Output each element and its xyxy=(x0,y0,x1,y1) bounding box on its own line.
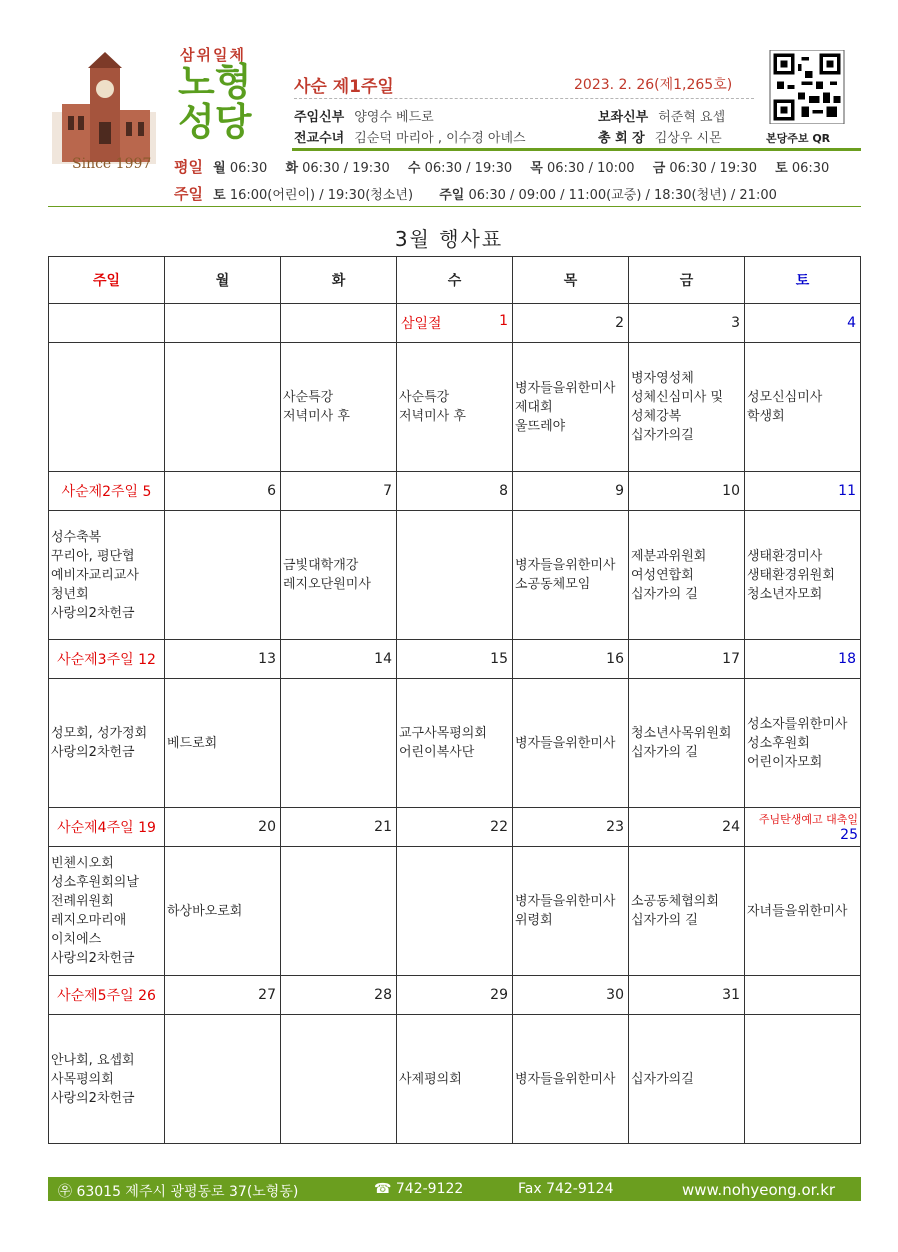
event-list xyxy=(51,724,162,762)
event-cell xyxy=(165,679,281,808)
event-item: 어린이자모회 xyxy=(747,754,823,770)
date-cell xyxy=(165,808,281,847)
event-item: 금빛대학개강 xyxy=(283,558,359,573)
date-cell xyxy=(629,976,745,1015)
date-number: 사순제3주일 12 xyxy=(57,652,156,668)
event-cell xyxy=(49,511,165,640)
event-cell xyxy=(397,343,513,472)
date-cell xyxy=(281,304,397,343)
event-item: 레지오마리애 xyxy=(51,913,127,928)
event-item: 이치에스 xyxy=(51,932,102,947)
event-list xyxy=(399,388,510,426)
date-cell xyxy=(397,472,513,511)
date-number: 6 xyxy=(267,483,276,499)
event-list xyxy=(515,556,626,594)
event-item: 소공동체모임 xyxy=(515,577,591,592)
event-list xyxy=(515,734,626,753)
date-number: 7 xyxy=(383,483,392,499)
date-cell xyxy=(49,976,165,1015)
event-item: 병자들을위한미사 xyxy=(515,735,616,751)
event-cell xyxy=(629,679,745,808)
event-list xyxy=(747,547,858,604)
event-item: 병자들을위한미사 xyxy=(515,380,616,396)
date-cell xyxy=(49,640,165,679)
event-cell xyxy=(49,679,165,808)
weekday-mass-schedule: 평일 월 06:30 화 06:30 / 19:30 수 06:30 / 19:30 목 06:30 / 10:00 금 06:30 / 19:30 토 06:30 xyxy=(174,158,830,176)
date-row xyxy=(49,304,861,343)
event-list xyxy=(631,369,742,445)
date-cell xyxy=(281,976,397,1015)
event-item: 교구사목평의회 xyxy=(399,726,487,741)
event-list xyxy=(167,902,278,921)
event-list xyxy=(631,547,742,604)
date-cell xyxy=(281,808,397,847)
date-number: 28 xyxy=(374,987,392,1003)
event-item: 저녁미사 후 xyxy=(283,409,350,424)
event-cell xyxy=(513,343,629,472)
staff-sisters: 전교수녀 김순덕 마리아 , 이수경 아녜스 xyxy=(294,131,526,146)
event-cell xyxy=(165,847,281,976)
date-cell xyxy=(629,640,745,679)
date-cell xyxy=(629,472,745,511)
event-item: 사랑의2차헌금 xyxy=(51,605,135,621)
event-item: 청년회 xyxy=(51,586,89,602)
event-cell xyxy=(513,511,629,640)
event-cell xyxy=(281,847,397,976)
date-number: 11 xyxy=(838,483,856,499)
staff-president: 총 회 장 김상우 시몬 xyxy=(598,131,722,146)
events-row xyxy=(49,1015,861,1144)
date-cell xyxy=(745,640,861,679)
date-number: 10 xyxy=(722,483,740,499)
event-cell xyxy=(745,343,861,472)
sunday-mass-schedule: 주일 토 16:00(어린이) / 19:30(청소년) 주일 06:30 / 09:00 / 11:00(교중) / 18:30(청년) / 21:00 xyxy=(174,185,777,203)
date-number: 15 xyxy=(490,651,508,667)
event-cell xyxy=(165,511,281,640)
date-cell xyxy=(165,304,281,343)
date-cell xyxy=(513,976,629,1015)
event-cell xyxy=(629,847,745,976)
event-item: 소공동체협의회 xyxy=(631,894,719,909)
date-number: 1 xyxy=(499,313,508,329)
event-item: 성체신심미사 및 xyxy=(631,390,724,405)
event-item: 하상바오로회 xyxy=(167,903,243,919)
event-item: 사제평의회 xyxy=(399,1071,462,1087)
event-item: 사랑의2차헌금 xyxy=(51,1090,135,1106)
event-cell xyxy=(49,847,165,976)
date-row xyxy=(49,976,861,1015)
event-cell xyxy=(281,343,397,472)
holiday-label: 삼일절 xyxy=(401,316,442,332)
event-item: 성체강복 xyxy=(631,409,682,424)
event-list xyxy=(51,1051,162,1108)
event-cell xyxy=(281,1015,397,1144)
event-item: 사랑의2차헌금 xyxy=(51,951,135,966)
footer-phone: ☎ 742-9122 xyxy=(374,1181,464,1197)
event-list xyxy=(515,379,626,436)
event-item: 안나회, 요셉회 xyxy=(51,1052,135,1068)
event-item: 생태환경미사 xyxy=(747,548,823,564)
date-number: 21 xyxy=(374,819,392,835)
date-row xyxy=(49,808,861,847)
date-number: 22 xyxy=(490,819,508,835)
event-cell xyxy=(165,343,281,472)
events-row xyxy=(49,679,861,808)
event-list xyxy=(631,1070,742,1089)
date-number: 29 xyxy=(490,987,508,1003)
events-row xyxy=(49,343,861,472)
date-number: 30 xyxy=(606,987,624,1003)
event-item: 생태환경위원회 xyxy=(747,567,835,583)
event-list xyxy=(515,892,626,930)
issue-date: 2023. 2. 26(제1,265호) xyxy=(574,77,733,93)
date-cell xyxy=(745,976,861,1015)
event-list xyxy=(399,1070,510,1089)
event-calendar xyxy=(48,256,861,1144)
date-cell xyxy=(165,976,281,1015)
event-item: 병자영성체 xyxy=(631,371,694,386)
event-list xyxy=(399,724,510,762)
staff-pastor: 주임신부 양영수 베드로 xyxy=(294,110,434,125)
event-item: 어린이복사단 xyxy=(399,745,475,760)
date-number: 20 xyxy=(258,819,276,835)
day-header-sunday: 주일 xyxy=(49,257,165,304)
event-cell xyxy=(745,511,861,640)
footer-bar xyxy=(48,1177,861,1201)
date-cell xyxy=(397,640,513,679)
header-bottom-rule xyxy=(48,206,861,207)
event-list xyxy=(631,892,742,930)
brand-name-line1: 노형 xyxy=(178,60,252,104)
date-number: 23 xyxy=(606,819,624,835)
dashed-divider xyxy=(294,98,754,99)
event-list xyxy=(515,1070,626,1089)
event-item: 성소자를위한미사 xyxy=(747,716,848,732)
date-cell xyxy=(745,304,861,343)
event-cell xyxy=(281,511,397,640)
date-number: 25 xyxy=(840,827,858,843)
date-number: 31 xyxy=(722,987,740,1003)
event-item: 예비자교리교사 xyxy=(51,567,139,583)
date-cell xyxy=(397,808,513,847)
event-item: 사랑의2차헌금 xyxy=(51,745,135,760)
event-item: 십자가의 길 xyxy=(631,913,698,928)
date-number: 4 xyxy=(847,315,856,331)
event-cell xyxy=(397,847,513,976)
event-cell xyxy=(745,847,861,976)
event-item: 십자가의 길 xyxy=(631,586,698,602)
date-number: 13 xyxy=(258,651,276,667)
event-list xyxy=(283,556,394,594)
day-header-saturday: 토 xyxy=(745,257,861,304)
date-cell xyxy=(745,472,861,511)
event-cell xyxy=(49,343,165,472)
event-item: 제대회 xyxy=(515,399,553,415)
events-row xyxy=(49,511,861,640)
event-item: 성소후원회의날 xyxy=(51,875,139,890)
date-row xyxy=(49,640,861,679)
event-item: 꾸리아, 평단협 xyxy=(51,548,135,564)
date-number: 16 xyxy=(606,651,624,667)
date-number: 24 xyxy=(722,819,740,835)
event-list xyxy=(51,854,162,968)
date-number: 14 xyxy=(374,651,392,667)
event-item: 빈첸시오회 xyxy=(51,856,114,871)
footer-address: ㉾ 63015 제주시 광평동로 37(노형동) xyxy=(58,1184,299,1200)
event-item: 성소후원회 xyxy=(747,735,810,751)
date-cell xyxy=(629,304,745,343)
event-list xyxy=(283,388,394,426)
day-header-tuesday: 화 xyxy=(281,257,397,304)
event-item: 저녁미사 후 xyxy=(399,409,466,424)
event-item: 십자가의 길 xyxy=(631,745,698,760)
date-cell xyxy=(165,640,281,679)
church-building-icon xyxy=(52,52,156,164)
date-number: 2 xyxy=(615,315,624,331)
event-item: 여성연합회 xyxy=(631,567,694,583)
day-header-friday: 금 xyxy=(629,257,745,304)
date-cell xyxy=(49,304,165,343)
date-cell xyxy=(165,472,281,511)
date-number: 9 xyxy=(615,483,624,499)
event-cell xyxy=(513,1015,629,1144)
date-cell xyxy=(397,304,513,343)
event-item: 제분과위원회 xyxy=(631,548,707,564)
event-item: 성모신심미사 xyxy=(747,390,823,405)
event-list xyxy=(167,734,278,753)
date-cell xyxy=(745,808,861,847)
event-list xyxy=(631,724,742,762)
event-cell xyxy=(629,511,745,640)
footer-website[interactable]: www.nohyeong.or.kr xyxy=(682,1181,836,1199)
event-list xyxy=(747,902,858,921)
event-item: 성수축복 xyxy=(51,529,102,545)
holiday-label: 주님탄생예고 대축일 xyxy=(758,813,858,826)
event-cell xyxy=(513,679,629,808)
calendar-body xyxy=(49,304,861,1144)
event-item: 사목평의회 xyxy=(51,1071,114,1087)
event-item: 전례위원회 xyxy=(51,894,114,909)
event-cell xyxy=(397,511,513,640)
event-cell xyxy=(745,679,861,808)
day-header-thursday: 목 xyxy=(513,257,629,304)
event-cell xyxy=(629,343,745,472)
event-item: 병자들을위한미사 xyxy=(515,894,616,909)
week-title: 사순 제1주일 xyxy=(294,77,394,97)
event-list xyxy=(747,715,858,772)
qr-label: 본당주보 QR xyxy=(766,132,831,145)
date-cell xyxy=(513,472,629,511)
event-item: 학생회 xyxy=(747,409,785,424)
date-cell xyxy=(513,304,629,343)
event-item: 병자들을위한미사 xyxy=(515,558,616,573)
event-item: 십자가의길 xyxy=(631,428,694,443)
event-cell xyxy=(281,679,397,808)
event-item: 사순특강 xyxy=(283,390,334,405)
event-item: 청소년사목위원회 xyxy=(631,726,732,741)
date-cell xyxy=(397,976,513,1015)
event-item: 자녀들을위한미사 xyxy=(747,903,848,919)
events-row xyxy=(49,847,861,976)
event-cell xyxy=(397,1015,513,1144)
date-cell xyxy=(49,472,165,511)
event-cell xyxy=(397,679,513,808)
date-number: 사순제4주일 19 xyxy=(57,820,156,836)
event-item: 병자들을위한미사 xyxy=(515,1071,616,1087)
header-green-rule xyxy=(292,148,861,151)
date-cell xyxy=(629,808,745,847)
event-list xyxy=(747,388,858,426)
event-cell xyxy=(629,1015,745,1144)
date-number: 사순제5주일 26 xyxy=(57,988,156,1004)
event-list xyxy=(51,528,162,623)
qr-code-icon[interactable] xyxy=(768,50,846,124)
date-number: 8 xyxy=(499,483,508,499)
event-item: 청소년자모회 xyxy=(747,586,823,602)
event-item: 사순특강 xyxy=(399,390,450,405)
date-number: 3 xyxy=(731,315,740,331)
date-cell xyxy=(513,808,629,847)
event-item: 십자가의길 xyxy=(631,1071,694,1087)
date-row xyxy=(49,472,861,511)
date-cell xyxy=(281,640,397,679)
event-item: 레지오단원미사 xyxy=(283,577,371,592)
date-number: 27 xyxy=(258,987,276,1003)
event-item: 성모회, 성가정회 xyxy=(51,726,148,741)
date-number: 17 xyxy=(722,651,740,667)
event-item: 위령회 xyxy=(515,913,553,928)
date-cell xyxy=(513,640,629,679)
event-cell xyxy=(165,1015,281,1144)
day-header-wednesday: 수 xyxy=(397,257,513,304)
calendar-title: 3월 행사표 xyxy=(394,227,504,251)
day-header-monday: 월 xyxy=(165,257,281,304)
event-cell xyxy=(745,1015,861,1144)
event-item: 베드로회 xyxy=(167,735,218,751)
brand-subtitle: 삼위일체 xyxy=(180,46,246,64)
footer-fax: Fax 742-9124 xyxy=(518,1181,614,1197)
date-cell xyxy=(49,808,165,847)
date-cell xyxy=(281,472,397,511)
staff-assistant-priest: 보좌신부 허준혁 요셉 xyxy=(598,110,726,125)
date-number: 사순제2주일 5 xyxy=(61,484,152,500)
brand-name-line2: 성당 xyxy=(178,100,252,144)
bulletin-header xyxy=(48,40,861,210)
since-year: Since 1997 xyxy=(72,156,152,172)
date-number: 18 xyxy=(838,651,856,667)
event-item: 울뜨레야 xyxy=(515,418,566,434)
event-cell xyxy=(513,847,629,976)
event-cell xyxy=(49,1015,165,1144)
